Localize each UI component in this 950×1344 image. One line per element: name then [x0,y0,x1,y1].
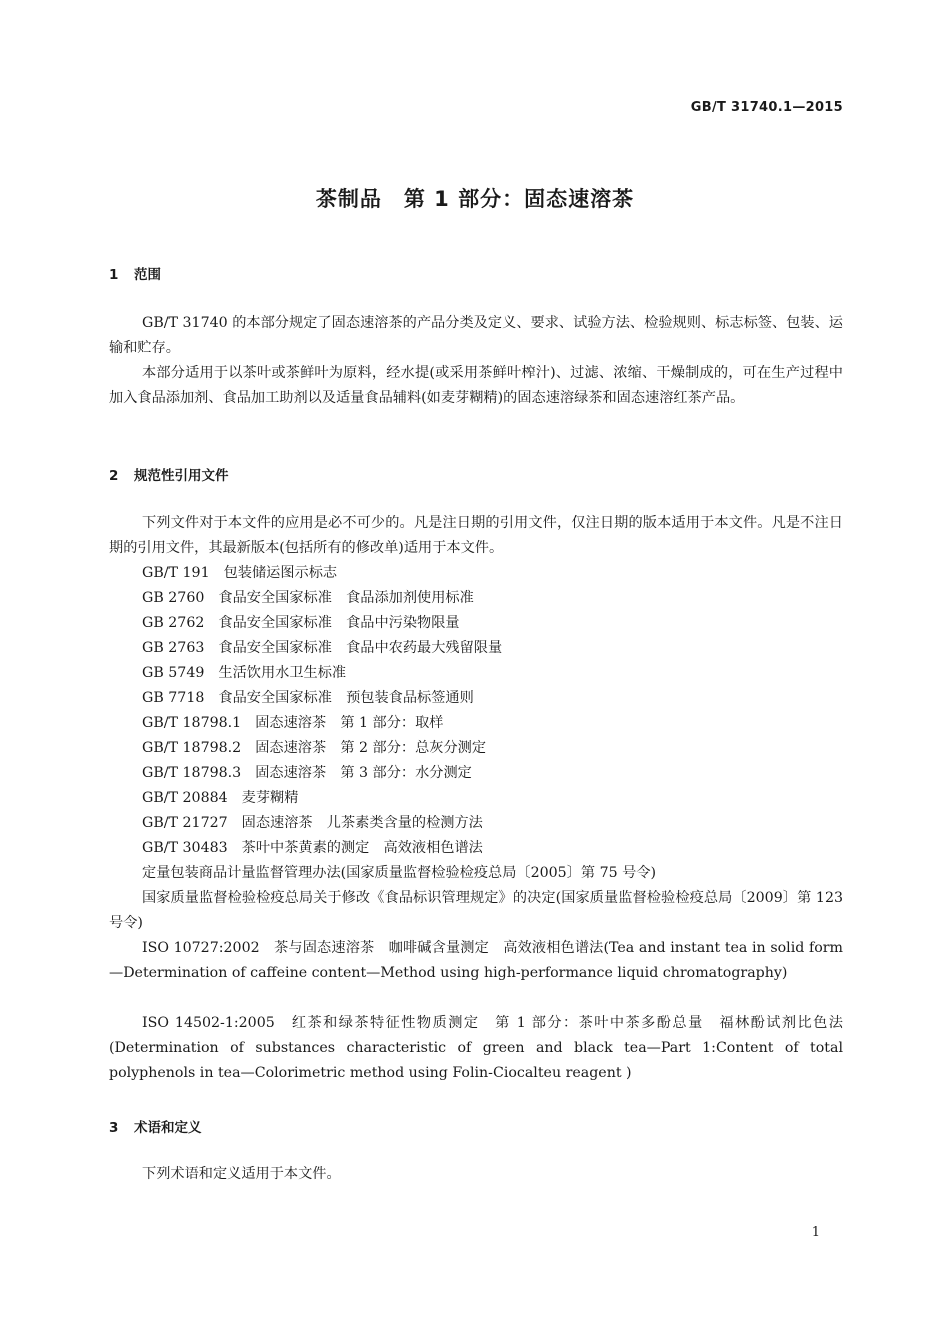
reference-item [142,786,298,811]
section-title: 术语和定义 [134,1120,202,1136]
page-title: 茶制品 第 1 部分：固态速溶茶 [315,187,635,211]
section-heading-normative-references [109,464,229,484]
terms-intro: 下列术语和定义适用于本文件。 [142,1166,341,1182]
iso-reference: ISO 10727:2002 茶与固态速溶茶 咖啡碱含量测定 高效液相色谱法(Tea and instant tea in solid form—Determination of caffeine content—Method using high-performance liquid chromatography) [109,940,843,981]
section-title: 范围 [134,267,161,283]
reference-item [142,736,486,761]
references-intro: 下列文件对于本文件的应用是必不可少的。凡是注日期的引用文件，仅注日期的版本适用于本文件。凡是不注日期的引用文件，其最新版本(包括所有的修改单)适用于本文件。 [109,515,843,556]
section-title: 规范性引用文件 [134,468,229,484]
reference-title: 麦芽糊精 [241,790,299,806]
reference-item [142,661,346,686]
reference-item [142,611,460,636]
reference-title: 生活饮用水卫生标准 [218,665,347,681]
iso-reference: ISO 14502-1:2005 红茶和绿茶特征性物质测定 第 1 部分：茶叶中茶多酚总量 福林酚试剂比色法(Determination of substances characteristic of green and black tea—Part 1:Content of total polyphenols in tea—Colorimetric method using Folin-Ciocalteu reagent ) [109,1015,843,1081]
reference-title: 固态速溶茶 第 1 部分：取样 [255,715,444,731]
reference-item [142,711,444,736]
reference-code: GB/T 191 [142,565,210,581]
reference-code: GB/T 20884 [142,790,228,806]
reference-item [142,636,502,661]
reference-code: GB/T 30483 [142,840,228,856]
reference-code: GB/T 18798.3 [142,765,242,781]
section-number: 1 [109,267,119,283]
section-number: 2 [109,468,119,484]
scope-paragraph-1: GB/T 31740 的本部分规定了固态速溶茶的产品分类及定义、要求、试验方法、检验规则、标志标签、包装、运输和贮存。 [109,315,843,356]
reference-code: GB 2760 [142,590,205,606]
reference-item [142,586,474,611]
reference-code: GB 7718 [142,690,205,706]
reference-title: 固态速溶茶 儿茶素类含量的检测方法 [241,815,483,831]
reference-title: 固态速溶茶 第 3 部分：水分测定 [255,765,472,781]
reference-code: GB/T 21727 [142,815,228,831]
reference-item [142,811,483,836]
reference-code: GB 5749 [142,665,205,681]
reference-title: 固态速溶茶 第 2 部分：总灰分测定 [255,740,487,756]
page-number: 1 [811,1225,820,1240]
reference-item [142,561,337,586]
reference-item [142,686,474,711]
section-number: 3 [109,1120,119,1136]
section-heading-scope [109,263,161,283]
section-heading-terms [109,1116,202,1136]
reference-title: 食品安全国家标准 食品添加剂使用标准 [218,590,474,606]
reference-title: 食品安全国家标准 预包装食品标签通则 [218,690,474,706]
reference-code: GB 2762 [142,615,205,631]
reference-item [142,836,483,861]
reference-code: GB/T 18798.1 [142,715,242,731]
reference-title: 食品安全国家标准 食品中污染物限量 [218,615,460,631]
reference-code: GB/T 18798.2 [142,740,242,756]
regulation-reference: 国家质量监督检验检疫总局关于修改《食品标识管理规定》的决定(国家质量监督检验检疫总局〔2009〕第 123 号令) [109,890,843,931]
reference-title: 食品安全国家标准 食品中农药最大残留限量 [218,640,503,656]
reference-code: GB 2763 [142,640,205,656]
standard-number: GB/T 31740.1—2015 [690,100,843,115]
reference-title: 包装储运图示标志 [223,565,338,581]
scope-paragraph-2: 本部分适用于以茶叶或茶鲜叶为原料，经水提(或采用茶鲜叶榨汁)、过滤、浓缩、干燥制成的，可在生产过程中加入食品添加剂、食品加工助剂以及适量食品辅料(如麦芽糊精)的固态速溶绿茶和固态速溶红茶产品。 [109,365,843,406]
regulation-reference: 定量包装商品计量监督管理办法(国家质量监督检验检疫总局〔2005〕第 75 号令) [142,865,657,881]
reference-item [142,761,472,786]
reference-title: 茶叶中茶黄素的测定 高效液相色谱法 [241,840,483,856]
